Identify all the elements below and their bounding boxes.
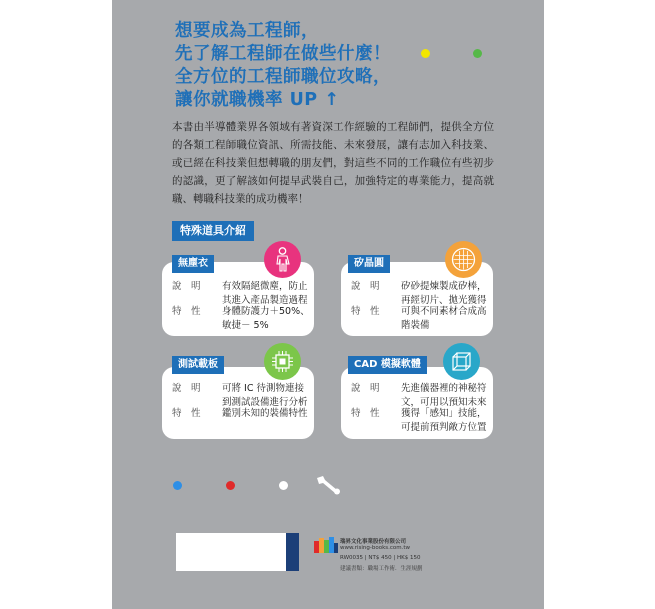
item-desc-row (172, 280, 308, 307)
green-dot (473, 49, 482, 58)
blue-dot (173, 481, 182, 490)
item-name-tag: CAD 模擬軟體 (348, 356, 427, 374)
item-feat-row (351, 305, 487, 332)
item-feat-row (172, 305, 310, 332)
circuit-board-icon (264, 343, 301, 380)
barcode-area (176, 533, 293, 571)
item-desc-row (172, 382, 308, 409)
item-desc-row (351, 382, 487, 409)
item-name-tag: 測試載板 (172, 356, 224, 374)
barcode-strip (286, 533, 299, 571)
feat-label: 特 性 (172, 306, 201, 317)
desc-label: 說 明 (172, 281, 201, 292)
price-line: RW0035 | NT$ 450 | HK$ 150 (340, 555, 421, 561)
book-back-cover (112, 0, 544, 609)
item-name-tag: 矽晶圓 (348, 255, 390, 273)
desc-label: 說 明 (172, 383, 201, 394)
category-line: 建議書類：職場工作術．生涯規劃 (340, 566, 423, 572)
publisher-logo (314, 535, 338, 553)
feat-label: 特 性 (351, 408, 380, 419)
headline-line-2: 先了解工程師在做些什麼！ (175, 44, 391, 64)
headline-line-3: 全方位的工程師職位攻略， (175, 67, 391, 87)
item-feat-row (351, 407, 487, 434)
feat-text: 身體防護力＋50%、 敏捷－ 5% (222, 306, 310, 331)
white-dot (279, 481, 288, 490)
desc-label: 說 明 (351, 281, 380, 292)
wrench-icon (315, 474, 343, 496)
intro-paragraph: 本書由半導體業界各領域有著資深工作經驗的工程師們，提供全方位的各類工程師職位資訊、所需技能、未來發展，讓有志加入科技業、或已經在科技業但想轉職的朋友們，對這些不同的工作職位有些初步的認識，更了解該如何提早武裝自己，加強特定的專業能力，提高就職、轉職科技業的成功機率！ (172, 121, 494, 205)
headline (175, 20, 391, 112)
headline-line-4: 讓你就職機率 UP ↑ (175, 90, 340, 110)
feat-text: 獲得「感知」技能， 可提前預判敵方位置 (401, 408, 487, 433)
item-name-tag: 無塵衣 (172, 255, 214, 273)
url-line: www.rising-books.com.tw (340, 545, 411, 551)
person-icon (264, 241, 301, 278)
section-title: 特殊道具介紹 (172, 221, 254, 241)
cube-icon (443, 343, 480, 380)
yellow-dot (421, 49, 430, 58)
desc-text: 可將 IC 待測物連接 到測試設備進行分析 (222, 383, 308, 408)
publisher-line: 瑞昇文化事業股份有限公司 (340, 539, 407, 545)
headline-line-1: 想要成為工程師， (175, 21, 319, 41)
wafer-icon (445, 241, 482, 278)
feat-label: 特 性 (172, 408, 201, 419)
red-dot (226, 481, 235, 490)
desc-text: 有效隔絕微塵，防止 其進入產品製造過程 (222, 281, 308, 306)
desc-label: 說 明 (351, 383, 380, 394)
item-desc-row (351, 280, 487, 307)
item-feat-row (172, 407, 308, 421)
desc-text: 矽砂提煉製成矽棒， 再經切片、拋光獲得 (401, 281, 487, 306)
feat-label: 特 性 (351, 306, 380, 317)
feat-text: 可與不同素材合成高 階裝備 (401, 306, 487, 331)
desc-text: 先進儀器裡的神秘符 文，可用以預知未來 (401, 383, 487, 408)
feat-text: 鑑別未知的裝備特性 (222, 408, 308, 419)
